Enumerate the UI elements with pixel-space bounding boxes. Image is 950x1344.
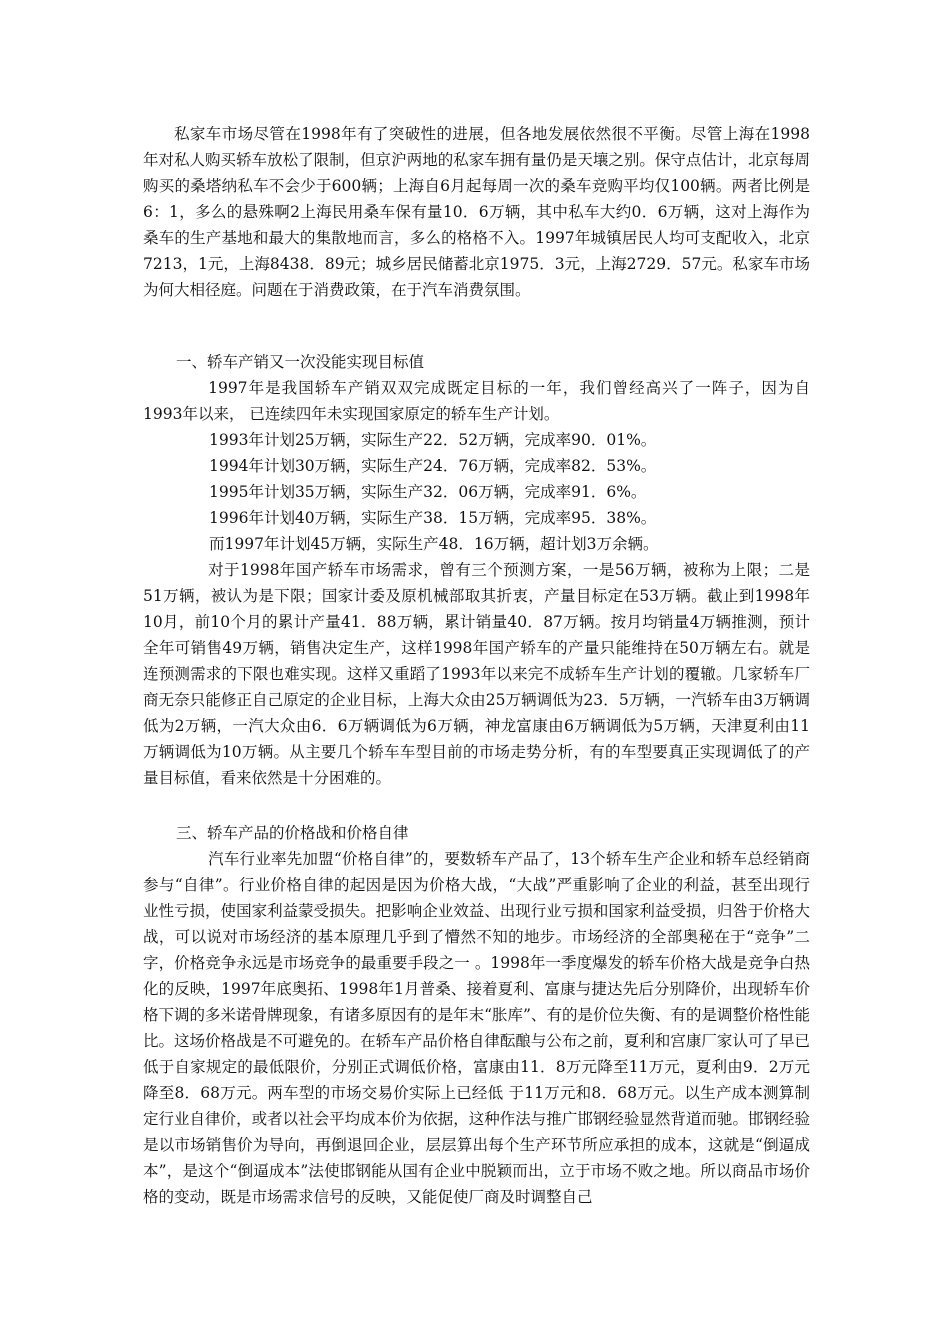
- plan-line-1993: 1993年计划25万辆，实际生产22．52万辆，完成率90．01%。: [209, 431, 657, 449]
- section-1: [143, 349, 810, 791]
- section-3: [143, 820, 810, 1210]
- intro-section: [143, 121, 810, 303]
- section-3-heading: 三、轿车产品的价格战和价格自律: [176, 824, 409, 842]
- section-1-paragraph-1: 1997年是我国轿车产销双双完成既定目标的一年，我们曾经高兴了一阵子，因为自1993年以来， 已连续四年未实现国家原定的轿车生产计划。: [143, 379, 810, 423]
- section-1-heading: 一、轿车产销又一次没能实现目标值: [176, 353, 425, 371]
- plan-line-1997: 而1997年计划45万辆，实际生产48．16万辆，超计划3万余辆。: [209, 535, 659, 553]
- plan-line-1996: 1996年计划40万辆，实际生产38．15万辆，完成率95．38%。: [209, 509, 657, 527]
- section-3-paragraph: 汽车行业率先加盟“价格自律”的，要数轿车产品了，13个轿车生产企业和轿车总经销商参与“自律”。行业价格自律的起因是因为价格大战，“大战”严重影响了企业的利益，甚至出现行业性亏损，使国家利益蒙受损失。把影响企业效益、出现行业亏损和国家利益受损，归咎于价格大战，可以说对市场经济的基本原理几乎到了懵然不知的地步。市场经济的全部奥秘在于“竞争”二字，价格竞争永远是市场竞争的最重要手段之一 。1998年一季度爆发的轿车价格大战是竞争白热化的反映，1997年底奥拓、1998年1月普桑、接着夏利、富康与捷达先后分别降价，出现轿车价格下调的多米诺骨牌现象，有诸多原因有的是年末“胀库”、有的是价位失衡、有的是调整价格性能比。这场价格战是不可避免的。在轿车产品价格自律酝酿与公布之前，夏利和宫康厂家认可了早已低于自家规定的最低限价，分别正式调低价格，富康由11．8万元降至11万元，夏利由9．2万元降至8．68万元。两车型的市场交易价实际上已经低 于11万元和8．68万元。以生产成本测算制定行业自律价，或者以社会平均成本价为依据，这种作法与推广邯钢经验显然背道而驰。邯钢经验是以市场销售价为导向，再倒退回企业，层层算出每个生产环节所应承担的成本，这就是“倒逼成本”，是这个“倒逼成本”法使邯钢能从国有企业中脱颖而出，立于市场不败之地。所以商品市场价格的变动，既是市场需求信号的反映，又能促使厂商及时调整自己: [143, 850, 810, 1206]
- section-1-paragraph-2: 对于1998年国产轿车市场需求，曾有三个预测方案，一是56万辆，被称为上限；二是51万辆，被认为是下限；国家计委及原机械部取其折衷，产量目标定在53万辆。截止到1998年10月，前10个月的累计产量41．88万辆，累计销量40．87万辆。按月均销量4万辆推测，预计全年可销售49万辆，销售决定生产，这样1998年国产轿车的产量只能维持在50万辆左右。就是连预测需求的下限也难实现。这样又重蹈了1993年以来完不成轿车生产计划的覆辙。几家轿车厂商无奈只能修正自己原定的企业目标，上海大众由25万辆调低为23．5万辆，一汽轿车由3万辆调低为2万辆，一汽大众由6．6万辆调低为6万辆，神龙富康由6万辆调低为5万辆，天津夏利由11万辆调低为10万辆。从主要几个轿车车型目前的市场走势分析，有的车型要真正实现调低了的产量目标值，看来依然是十分困难的。: [143, 561, 810, 787]
- plan-line-1994: 1994年计划30万辆，实际生产24．76万辆，完成率82．53%。: [209, 457, 657, 475]
- intro-paragraph: 私家车市场尽管在1998年有了突破性的进展，但各地发展依然很不平衡。尽管上海在1998年对私人购买轿车放松了限制，但京沪两地的私家车拥有量仍是天壤之别。保守点估计，北京每周购买的桑塔纳私车不会少于600辆；上海自6月起每周一次的桑车竞购平均仅100辆。两者比例是6：1，多么的悬殊啊2上海民用桑车保有量10．6万辆，其中私车大约0．6万辆，这对上海作为桑车的生产基地和最大的集散地而言，多么的格格不入。1997年城镇居民人均可支配收入，北京7213，1元，上海8438．89元；城乡居民储蓄北京1975．3元，上海2729．57元。私家车市场为何大相径庭。问题在于消费政策，在于汽车消费氛围。: [143, 125, 810, 299]
- plan-line-1995: 1995年计划35万辆，实际生产32．06万辆，完成率91．6%。: [209, 483, 647, 501]
